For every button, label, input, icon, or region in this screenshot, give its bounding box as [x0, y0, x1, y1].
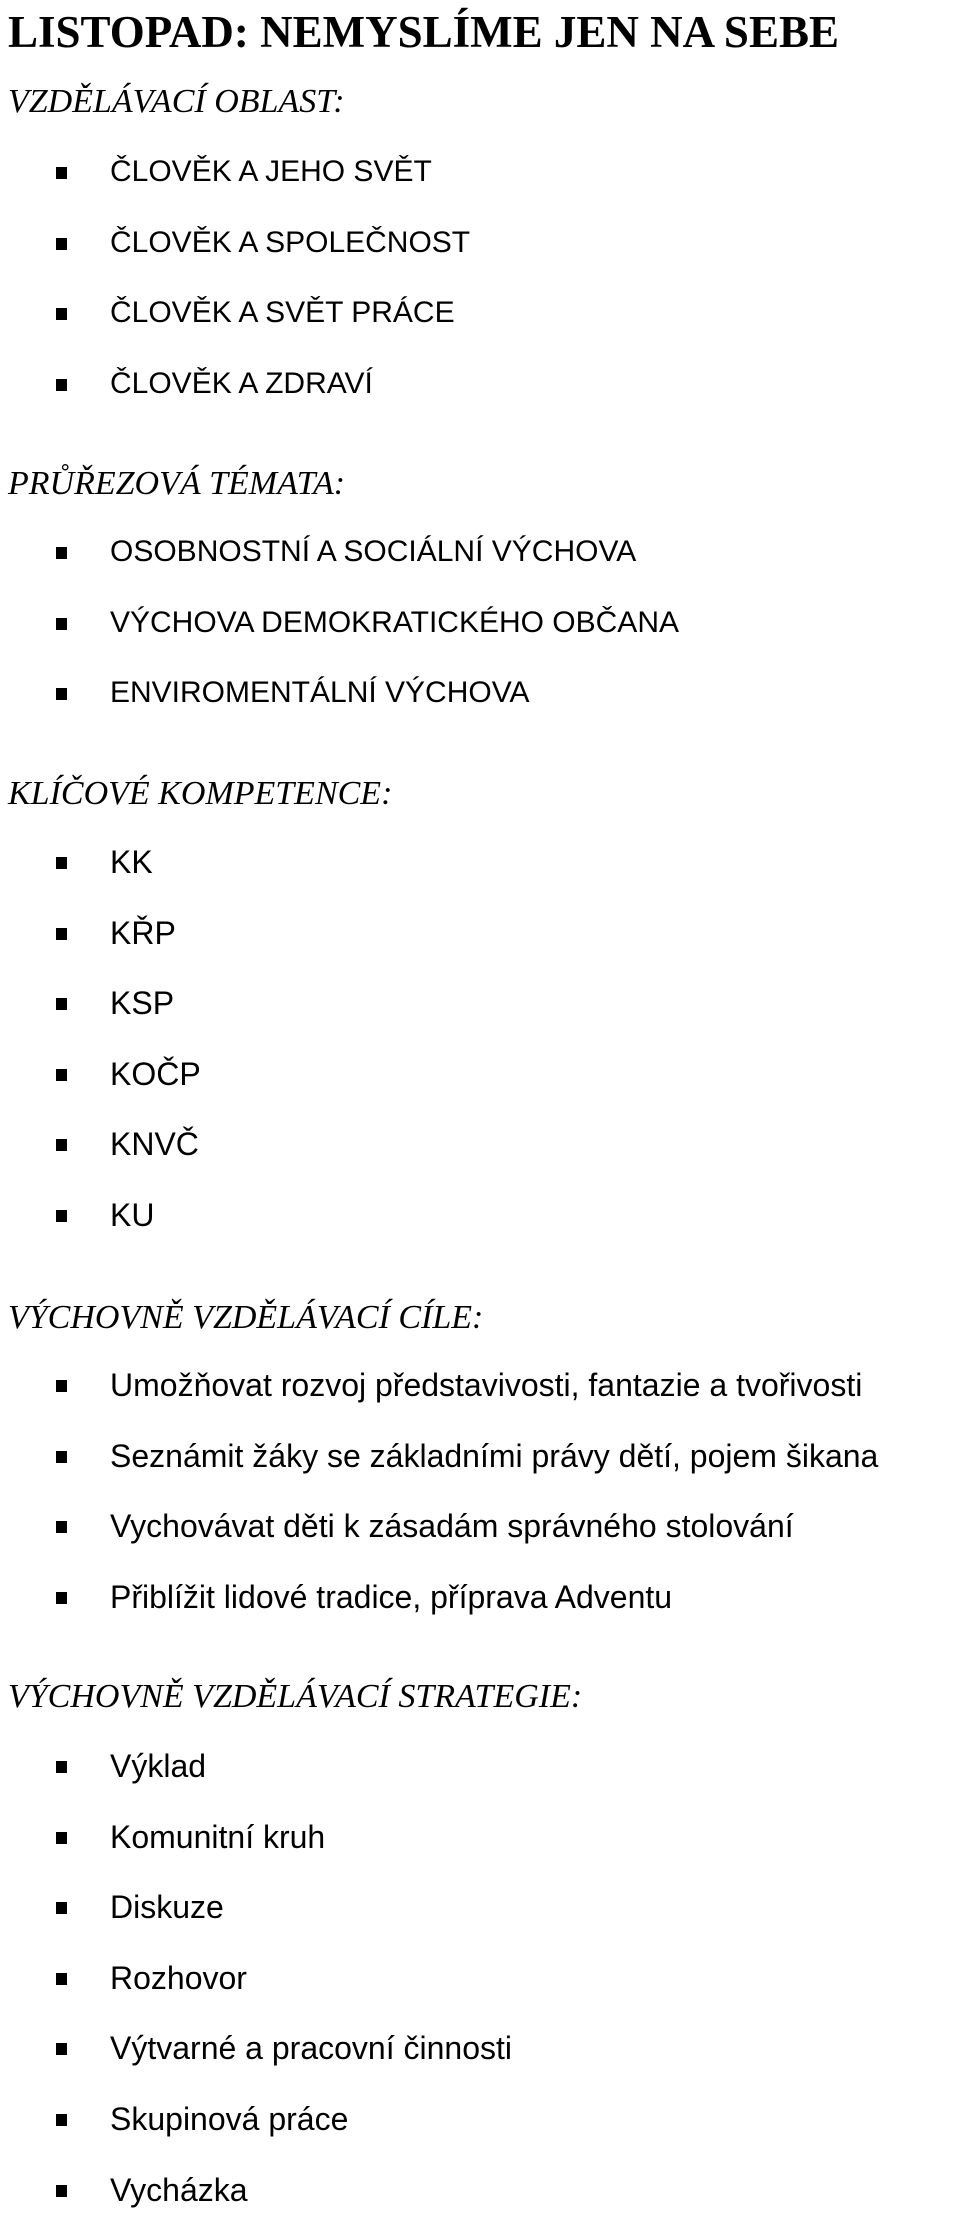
square-bullet-icon — [56, 1973, 67, 1985]
square-bullet-icon — [56, 379, 67, 391]
square-bullet-icon — [56, 688, 67, 700]
square-bullet-icon — [56, 547, 67, 559]
square-bullet-icon — [56, 2114, 67, 2126]
section-heading-prurezova-temata: PRŮŘEZOVÁ TÉMATA: — [8, 465, 346, 502]
square-bullet-icon — [56, 2043, 67, 2055]
square-bullet-icon — [56, 167, 67, 179]
square-bullet-icon — [56, 928, 67, 940]
square-bullet-icon — [56, 1521, 67, 1533]
square-bullet-icon — [56, 1832, 67, 1844]
square-bullet-icon — [56, 308, 67, 320]
section-heading-vzdelavaci-oblast: VZDĚLÁVACÍ OBLAST: — [8, 83, 345, 120]
square-bullet-icon — [56, 1592, 67, 1604]
square-bullet-icon — [56, 2185, 67, 2197]
square-bullet-icon — [56, 238, 67, 250]
square-bullet-icon — [56, 857, 67, 869]
page-title: LISTOPAD: NEMYSLÍME JEN NA SEBE — [8, 7, 840, 57]
square-bullet-icon — [56, 1902, 67, 1914]
square-bullet-icon — [56, 1761, 67, 1773]
section-heading-klicove-kompetence: KLÍČOVÉ KOMPETENCE: — [8, 775, 393, 812]
square-bullet-icon — [56, 1210, 67, 1222]
square-bullet-icon — [56, 618, 67, 630]
square-bullet-icon — [56, 1069, 67, 1081]
square-bullet-icon — [56, 1451, 67, 1463]
section-heading-vychovne-vzdelavaci-cile: VÝCHOVNĚ VZDĚLÁVACÍ CÍLE: — [8, 1299, 484, 1336]
square-bullet-icon — [56, 998, 67, 1010]
square-bullet-icon — [56, 1139, 67, 1151]
square-bullet-icon — [56, 1380, 67, 1392]
section-heading-vychovne-vzdelavaci-strategie: VÝCHOVNĚ VZDĚLÁVACÍ STRATEGIE: — [8, 1678, 583, 1715]
